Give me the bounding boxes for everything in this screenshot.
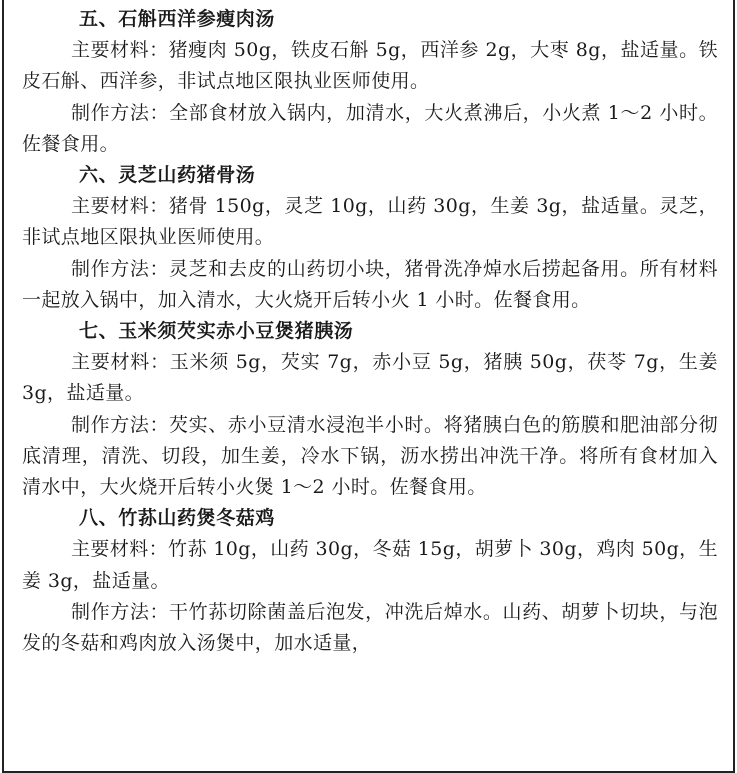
recipe-section	[22, 503, 718, 659]
section-heading: 八、竹荪山药煲冬菇鸡	[79, 507, 276, 530]
materials-paragraph: 主要材料：竹荪 10g，山药 30g，冬菇 15g，胡萝卜 30g，鸡肉 50g，生姜 3g，盐适量。	[22, 538, 718, 592]
method-paragraph: 制作方法：芡实、赤小豆清水浸泡半小时。将猪胰白色的筋膜和肥油部分彻底清理，清洗、切段，加生姜，冷水下锅，沥水捞出冲洗干净。将所有食材加入清水中，大火烧开后转小火煲 1～2 小时。佐餐食用。	[22, 413, 718, 499]
materials-paragraph: 主要材料：玉米须 5g，芡实 7g，赤小豆 5g，猪胰 50g，茯苓 7g，生姜 3g，盐适量。	[22, 351, 718, 405]
page-border-right	[733, 0, 735, 773]
recipe-section	[22, 4, 718, 160]
method-paragraph: 制作方法：干竹荪切除菌盖后泡发，冲洗后焯水。山药、胡萝卜切块，与泡发的冬菇和鸡肉放入汤煲中，加水适量，	[22, 600, 718, 655]
page-border-left	[2, 0, 4, 773]
materials-paragraph: 主要材料：猪骨 150g，灵芝 10g，山药 30g，生姜 3g，盐适量。灵芝，非试点地区限执业医师使用。	[22, 195, 718, 249]
method-paragraph: 制作方法：灵芝和去皮的山药切小块，猪骨洗净焯水后捞起备用。所有材料一起放入锅中，加入清水，大火烧开后转小火 1 小时。佐餐食用。	[22, 257, 718, 311]
section-heading: 七、玉米须芡实赤小豆煲猪胰汤	[79, 320, 354, 343]
section-heading: 六、灵芝山药猪骨汤	[79, 164, 256, 187]
method-paragraph: 制作方法：全部食材放入锅内，加清水，大火煮沸后，小火煮 1～2 小时。佐餐食用。	[22, 101, 718, 155]
document-body	[22, 4, 718, 659]
recipe-section	[22, 316, 718, 503]
materials-paragraph: 主要材料：猪瘦肉 50g，铁皮石斛 5g，西洋参 2g，大枣 8g，盐适量。铁皮石斛、西洋参，非试点地区限执业医师使用。	[22, 39, 718, 93]
recipe-section	[22, 160, 718, 316]
section-heading: 五、石斛西洋参瘦肉汤	[79, 8, 276, 30]
